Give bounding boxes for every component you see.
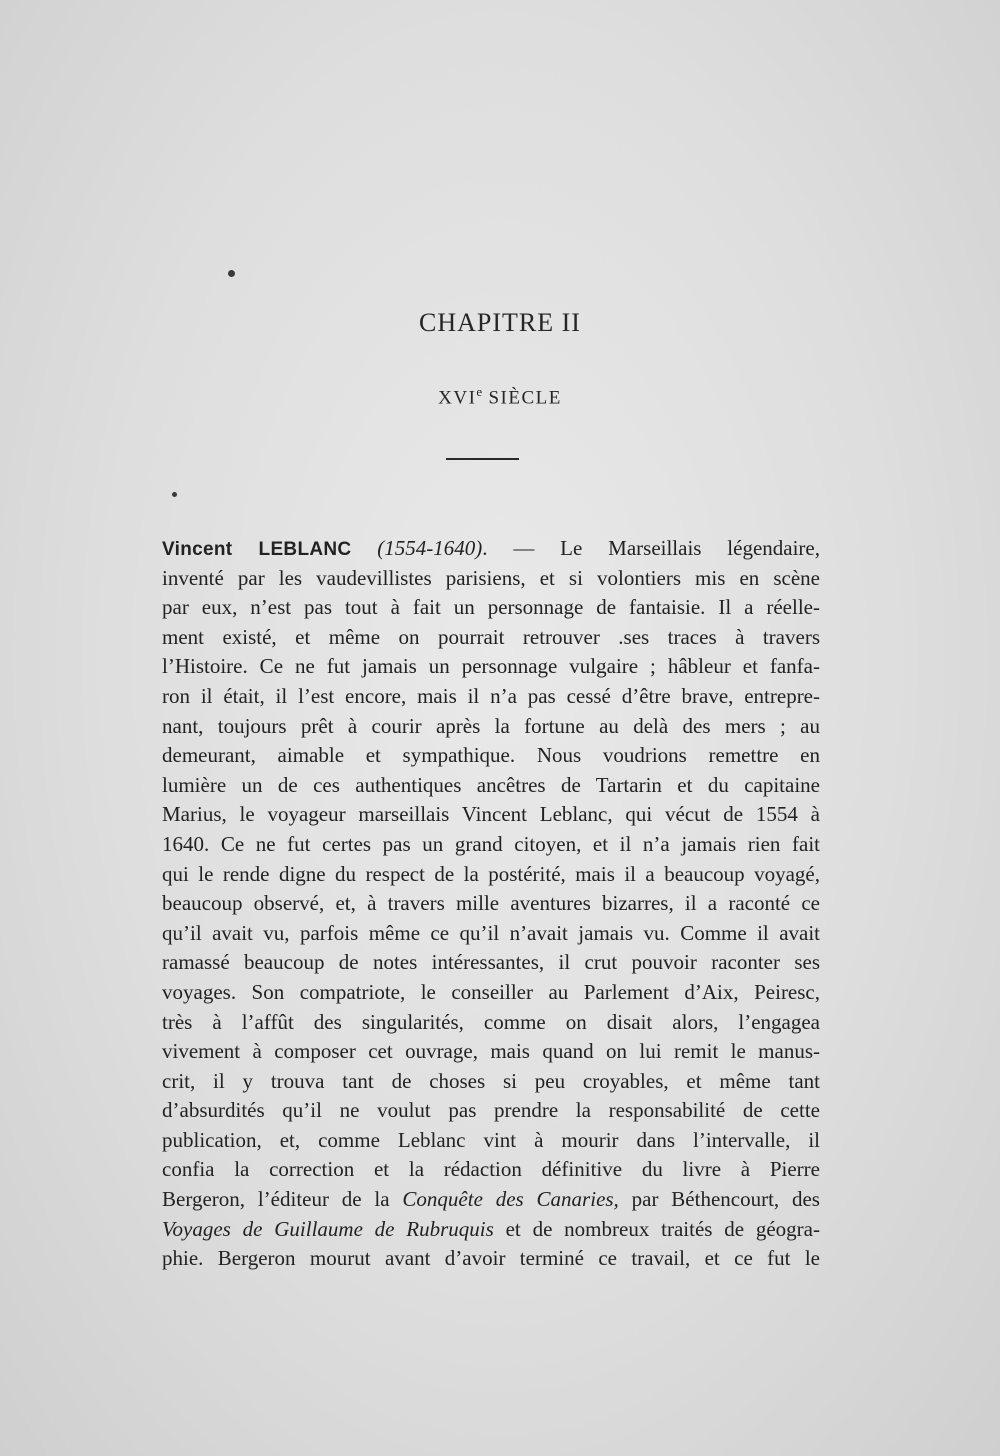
text-line: qu’il avait vu, parfois même ce qu’il n’avait jamais vu. Comme il avait (162, 920, 820, 945)
text-line: lumière un de ces authentiques ancêtres de Tartarin et du capitaine (162, 772, 820, 797)
text-line: très à l’affût des singularités, comme on disait alors, l’engagea (162, 1009, 820, 1034)
text-line: phie. Bergeron mourut avant d’avoir terminé ce travail, et ce fut le (162, 1246, 820, 1271)
chapter-title: CHAPITRE II (419, 308, 581, 337)
text-line: confia la correction et la rédaction définitive du livre à Pierre (162, 1157, 820, 1182)
text-line: ment existé, et même on pourrait retrouver .ses traces à travers (162, 624, 820, 649)
text-line: 1640. Ce ne fut certes pas un grand citoyen, et il n’a jamais rien fait (162, 831, 820, 856)
text-line: ron il était, il l’est encore, mais il n’a pas cessé d’être brave, entrepre- (162, 683, 820, 708)
text-line: crit, il y trouva tant de choses si peu croyables, et même tant (162, 1068, 820, 1093)
text-line: nant, toujours prêt à courir après la fortune au delà des mers ; au (162, 713, 820, 738)
text-line: vivement à composer cet ouvrage, mais quand on lui remit le manus- (162, 1039, 820, 1064)
bleed-through-text (160, 150, 840, 530)
text-line (162, 1185, 820, 1215)
text-line (162, 1215, 820, 1245)
century-numeral: XVI (438, 387, 477, 409)
text-line: d’absurdités qu’il ne voulut pas prendre la responsabilité de cette (162, 1098, 820, 1123)
century-word: SIÈCLE (482, 387, 562, 409)
speck-mark (172, 492, 177, 497)
century-superscript: e (476, 384, 483, 399)
text-line: l’Histoire. Ce ne fut jamais un personnage vulgaire ; hâbleur et fanfa- (162, 654, 820, 679)
text-fragment: Bergeron, l’éditeur de la (162, 1187, 403, 1212)
text-line: par eux, n’est pas tout à fait un personnage de fantaisie. Il a réelle- (162, 595, 820, 620)
text-line: ramassé beaucoup de notes intéressantes, il crut pouvoir raconter ses (162, 950, 820, 975)
entry-body (162, 534, 820, 1274)
text-line: qui le rende digne du respect de la postérité, mais il a beaucoup voyagé, (162, 861, 820, 886)
text-line (162, 534, 820, 564)
book-title-italic: Conquête des Canaries, (402, 1187, 619, 1212)
text-fragment: par Béthencourt, des (618, 1187, 820, 1212)
text-line: beaucoup observé, et, à travers mille aventures bizarres, il a raconté ce (162, 891, 820, 916)
entry-dates: (1554-1640) (377, 536, 483, 560)
entry-name: Vincent LEBLANC (162, 539, 352, 560)
text-line: demeurant, aimable et sympathique. Nous voudrions remettre en (162, 743, 820, 768)
text-fragment: et de nombreux traités de géogra- (493, 1216, 820, 1241)
text-fragment: . — Le Marseillais légendaire, (482, 536, 820, 560)
text-line: publication, et, comme Leblanc vint à mourir dans l’intervalle, il (162, 1127, 820, 1152)
century-heading (0, 384, 1000, 409)
speck-mark (228, 270, 235, 277)
book-title-italic: Voyages de Guillaume de Rubruquis (162, 1216, 494, 1241)
section-divider (446, 458, 519, 460)
text-line: Marius, le voyageur marseillais Vincent Leblanc, qui vécut de 1554 à (162, 802, 820, 827)
text-line: voyages. Son compatriote, le conseiller au Parlement d’Aix, Peiresc, (162, 979, 820, 1004)
text-line: inventé par les vaudevillistes parisiens, et si volontiers mis en scène (162, 565, 820, 590)
